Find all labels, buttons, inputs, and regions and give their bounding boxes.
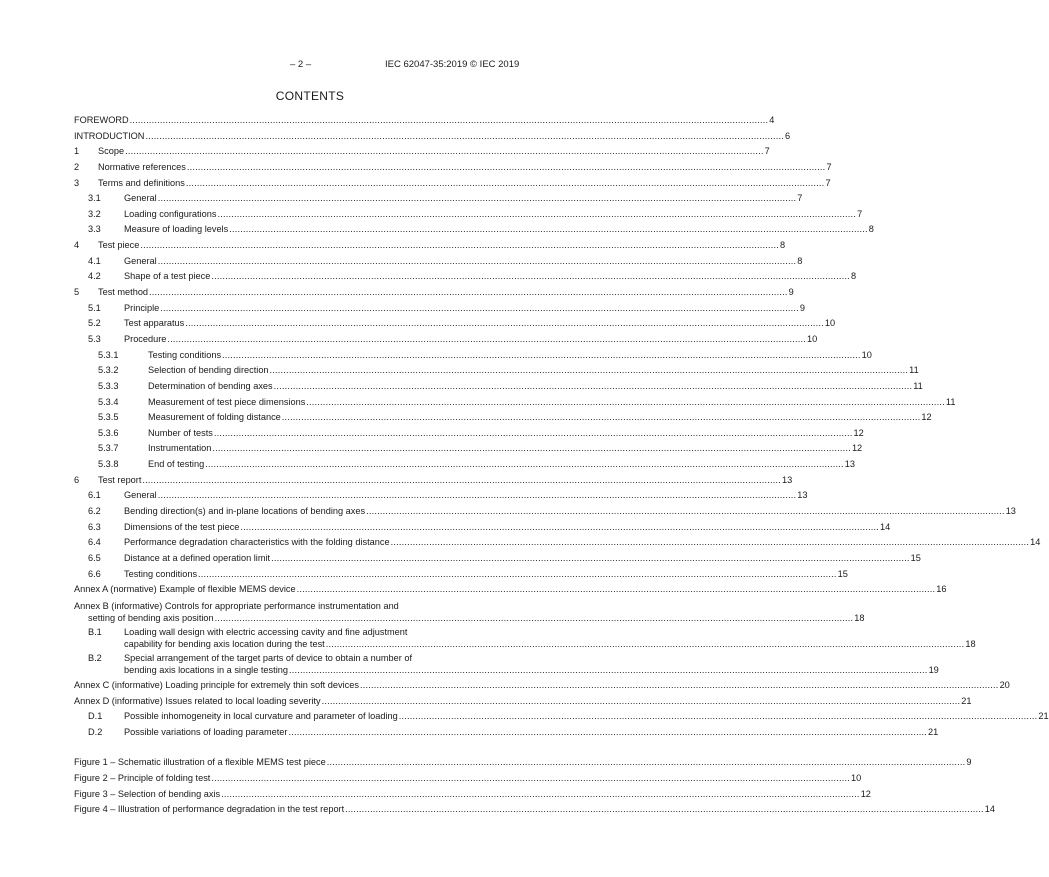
dot-leader bbox=[217, 207, 856, 223]
toc-entry-label: General bbox=[124, 255, 157, 266]
toc-entry-label: Test apparatus bbox=[124, 318, 185, 329]
toc-entry-number: 6.1 bbox=[88, 490, 101, 501]
toc-entry[interactable] bbox=[74, 348, 872, 364]
toc-entry-number: 2 bbox=[74, 161, 80, 172]
dot-leader bbox=[399, 709, 1038, 725]
standard-reference: IEC 62047-35:2019 © IEC 2019 bbox=[385, 59, 520, 70]
dot-leader bbox=[158, 488, 797, 504]
toc-entry-page: 7 bbox=[826, 161, 832, 172]
toc-entry[interactable] bbox=[74, 582, 947, 598]
toc-entry-page: 13 bbox=[1005, 506, 1016, 517]
toc-entry-page: 11 bbox=[909, 365, 919, 376]
toc-entry[interactable] bbox=[74, 191, 803, 207]
toc-entry-number: 5.3.8 bbox=[98, 459, 119, 470]
toc-entry-number: 6.5 bbox=[88, 552, 101, 563]
toc-entry-label: Terms and definitions bbox=[98, 177, 185, 188]
toc-entry[interactable] bbox=[74, 144, 770, 160]
toc-entry-number: 5.3 bbox=[88, 333, 101, 344]
toc-entry-page: 6 bbox=[785, 130, 791, 141]
toc-entry-page: 18 bbox=[854, 612, 865, 623]
toc-entry[interactable] bbox=[74, 176, 831, 192]
toc-entry-label: Test method bbox=[98, 287, 149, 298]
toc-entry-page: 10 bbox=[824, 318, 836, 329]
toc-entry-number: 5.3.5 bbox=[98, 412, 119, 423]
dot-leader bbox=[326, 638, 965, 650]
toc-entry-page: 14 bbox=[1030, 537, 1041, 548]
toc-entry[interactable] bbox=[74, 473, 793, 489]
toc-entry-label: Testing conditions bbox=[124, 568, 198, 579]
figure-entry-page: 14 bbox=[984, 804, 996, 815]
toc-entry-number: 5.3.2 bbox=[98, 365, 119, 376]
toc-entry-number: D.2 bbox=[88, 726, 103, 737]
toc-entry-page: 10 bbox=[807, 333, 818, 344]
dot-leader bbox=[289, 664, 928, 676]
toc-entry-number: 6.2 bbox=[88, 506, 101, 517]
dot-leader bbox=[282, 410, 921, 426]
dot-leader bbox=[167, 332, 806, 348]
toc-entry-label: Shape of a test piece bbox=[124, 271, 211, 282]
dot-leader bbox=[158, 191, 797, 207]
dot-leader bbox=[327, 755, 966, 771]
toc-entry-annex-b[interactable] bbox=[74, 600, 865, 624]
toc-entry[interactable] bbox=[74, 238, 786, 254]
toc-entry-number: 5.3.4 bbox=[98, 396, 119, 407]
toc-entry-page: 12 bbox=[853, 427, 864, 438]
toc-entry-label: General bbox=[124, 490, 157, 501]
dot-leader bbox=[214, 426, 853, 442]
dot-leader bbox=[125, 144, 764, 160]
toc-entry-number: 5.3.6 bbox=[98, 427, 119, 438]
toc-entry[interactable] bbox=[74, 567, 848, 583]
figure-list-entry[interactable] bbox=[74, 787, 871, 803]
dot-leader bbox=[274, 379, 913, 395]
toc-entry-label: Test piece bbox=[98, 240, 140, 251]
toc-entry-number: 6.3 bbox=[88, 521, 101, 532]
toc-entry-number: D.1 bbox=[88, 711, 103, 722]
toc-entry-label: Possible inhomogeneity in local curvature and parameter of loading bbox=[124, 711, 398, 722]
figure-list-entry[interactable] bbox=[74, 755, 972, 771]
toc-entry-page: 15 bbox=[910, 552, 921, 563]
dot-leader bbox=[185, 316, 824, 332]
toc-entry-page: 10 bbox=[861, 349, 872, 360]
toc-entry[interactable] bbox=[74, 395, 956, 411]
toc-entry-number: 4 bbox=[74, 240, 80, 251]
toc-entry[interactable] bbox=[74, 363, 919, 379]
toc-entry-label: Measurement of folding distance bbox=[148, 412, 281, 423]
toc-entry-page: 13 bbox=[797, 490, 808, 501]
toc-entry[interactable] bbox=[74, 426, 864, 442]
page-number: – 2 – bbox=[290, 59, 312, 70]
figure-entry-label: Figure 1 – Schematic illustration of a flexible MEMS test piece bbox=[74, 757, 326, 768]
toc-entry-label: Measure of loading levels bbox=[124, 224, 229, 235]
toc-entry-page: 15 bbox=[837, 568, 848, 579]
dot-leader bbox=[360, 678, 999, 694]
toc-entry-label: Loading wall design with electric accessing cavity and fine adjustment bbox=[124, 626, 408, 637]
table-of-contents bbox=[74, 113, 1049, 818]
section-gap bbox=[74, 740, 546, 755]
toc-entry-label: Determination of bending axes bbox=[148, 380, 273, 391]
toc-entry-label: setting of bending axis position bbox=[88, 612, 214, 623]
dot-leader bbox=[211, 269, 850, 285]
toc-entry[interactable] bbox=[74, 551, 921, 567]
toc-entry-page: 12 bbox=[851, 443, 863, 454]
toc-entry-page: 21 bbox=[928, 726, 939, 737]
dot-leader bbox=[160, 301, 799, 317]
toc-entry[interactable] bbox=[74, 285, 794, 301]
toc-entry-page: 20 bbox=[999, 679, 1010, 690]
toc-entry-page: 18 bbox=[965, 638, 976, 649]
toc-entry-label: INTRODUCTION bbox=[74, 130, 145, 141]
toc-entry-label: Testing conditions bbox=[148, 349, 222, 360]
dot-leader bbox=[158, 254, 797, 270]
figure-list-entry[interactable] bbox=[74, 802, 996, 818]
toc-entry-label: Number of tests bbox=[148, 427, 213, 438]
toc-entry-number: 6 bbox=[74, 474, 80, 485]
toc-entry-label: Special arrangement of the target parts of device to obtain a number of bbox=[124, 652, 413, 663]
toc-entry-annex-b-sub[interactable] bbox=[74, 652, 939, 676]
toc-entry-page: 7 bbox=[857, 208, 863, 219]
dot-leader bbox=[306, 395, 945, 411]
toc-entry-number: 4.2 bbox=[88, 271, 101, 282]
toc-entry-label: Measurement of test piece dimensions bbox=[148, 396, 306, 407]
dot-leader bbox=[221, 787, 860, 803]
toc-entry[interactable] bbox=[74, 332, 818, 348]
toc-entry[interactable] bbox=[74, 222, 874, 238]
dot-leader bbox=[322, 694, 961, 710]
dot-leader bbox=[142, 473, 781, 489]
toc-entry-label: Bending direction(s) and in-plane locations of bending axes bbox=[124, 506, 366, 517]
toc-entry-label: Performance degradation characteristics with the folding distance bbox=[124, 537, 390, 548]
dot-leader bbox=[145, 129, 784, 145]
toc-entry[interactable] bbox=[74, 520, 891, 536]
toc-entry-number: 5.1 bbox=[88, 302, 101, 313]
toc-entry-number: 6.4 bbox=[88, 537, 101, 548]
toc-entry-label: Principle bbox=[124, 302, 160, 313]
toc-entry-label: End of testing bbox=[148, 459, 205, 470]
toc-entry[interactable] bbox=[74, 160, 832, 176]
toc-entry-page: 19 bbox=[928, 664, 939, 675]
toc-entry-label: Dimensions of the test piece bbox=[124, 521, 240, 532]
dot-leader bbox=[140, 238, 779, 254]
toc-entry[interactable] bbox=[74, 207, 863, 223]
toc-entry-label: Test report bbox=[98, 474, 142, 485]
toc-entry[interactable] bbox=[74, 410, 932, 426]
toc-entry-label: Annex D (informative) Issues related to local loading severity bbox=[74, 695, 321, 706]
dot-leader bbox=[130, 113, 769, 129]
toc-entry-label: Annex C (informative) Loading principle for extremely thin soft devices bbox=[74, 679, 359, 690]
toc-entry-page: 8 bbox=[850, 271, 857, 282]
dot-leader bbox=[149, 285, 788, 301]
toc-entry-label: Procedure bbox=[124, 333, 167, 344]
toc-entry-label: General bbox=[124, 193, 157, 204]
toc-entry-label: Distance at a defined operation limit bbox=[124, 552, 271, 563]
toc-entry-label: FOREWORD bbox=[74, 115, 129, 125]
toc-entry-page: 21 bbox=[961, 695, 972, 706]
toc-entry-label: Annex A (normative) Example of flexible MEMS device bbox=[74, 584, 296, 595]
toc-entry[interactable] bbox=[74, 504, 1016, 520]
toc-entry-label: Selection of bending direction bbox=[148, 365, 269, 376]
toc-entry-page: 21 bbox=[1038, 711, 1049, 722]
toc-entry[interactable] bbox=[74, 457, 856, 473]
toc-entry-label: Scope bbox=[98, 146, 125, 157]
toc-entry[interactable] bbox=[74, 129, 791, 145]
toc-entry-page: 16 bbox=[936, 584, 947, 595]
toc-entry[interactable] bbox=[74, 441, 863, 457]
toc-entry-label: Loading configurations bbox=[124, 208, 217, 219]
toc-entry[interactable] bbox=[74, 488, 808, 504]
toc-entry-page: 13 bbox=[844, 459, 856, 470]
figure-list-entry[interactable] bbox=[74, 771, 862, 787]
toc-entry-number: 1 bbox=[74, 146, 80, 157]
toc-entry-number: 5.3.1 bbox=[98, 349, 119, 360]
toc-entry-label: bending axis locations in a single testing bbox=[124, 664, 288, 675]
dot-leader bbox=[205, 457, 844, 473]
toc-entry-page: 8 bbox=[868, 224, 874, 235]
page-title: CONTENTS bbox=[275, 89, 345, 103]
toc-entry[interactable] bbox=[74, 725, 939, 741]
toc-entry[interactable] bbox=[74, 709, 1049, 725]
dot-leader bbox=[270, 363, 909, 379]
toc-entry-number: 6.6 bbox=[88, 568, 101, 579]
toc-entry-label: Instrumentation bbox=[148, 443, 212, 454]
toc-entry-number: B.1 bbox=[88, 626, 102, 637]
toc-entry[interactable] bbox=[74, 694, 972, 710]
toc-entry-number: 3 bbox=[74, 177, 80, 188]
dot-leader bbox=[212, 441, 851, 457]
toc-entry-page: 12 bbox=[921, 412, 932, 423]
figure-entry-page: 10 bbox=[850, 773, 862, 784]
toc-entry-page: 8 bbox=[779, 240, 786, 251]
toc-entry-number: 5 bbox=[74, 287, 80, 298]
toc-entry-label: capability for bending axis location during the test bbox=[124, 638, 325, 649]
toc-entry[interactable] bbox=[74, 379, 923, 395]
toc-entry-continuation bbox=[124, 664, 939, 676]
figure-entry-label: Figure 3 – Selection of bending axis bbox=[74, 788, 221, 799]
toc-entry[interactable] bbox=[74, 301, 805, 317]
toc-entry-continuation bbox=[124, 638, 976, 650]
toc-entry-label-block bbox=[74, 600, 865, 624]
toc-entry-label-block bbox=[124, 626, 976, 650]
toc-entry[interactable] bbox=[74, 535, 1041, 551]
dot-leader bbox=[288, 725, 927, 741]
dot-leader bbox=[240, 520, 879, 536]
toc-entry-page: 9 bbox=[799, 302, 805, 313]
toc-entry[interactable] bbox=[74, 269, 857, 285]
toc-entry-page: 11 bbox=[945, 396, 956, 407]
toc-entry-annex-b-sub[interactable] bbox=[74, 626, 976, 650]
dot-leader bbox=[271, 551, 910, 567]
toc-entry-number: 5.2 bbox=[88, 318, 101, 329]
toc-entry-number: 4.1 bbox=[88, 255, 101, 266]
figure-entry-label: Figure 2 – Principle of folding test bbox=[74, 773, 211, 784]
dot-leader bbox=[215, 612, 854, 624]
toc-entry-page: 9 bbox=[788, 287, 794, 298]
toc-entry-page: 13 bbox=[782, 474, 793, 485]
toc-entry-page: 7 bbox=[797, 193, 803, 204]
toc-entry-page: 4 bbox=[769, 115, 775, 125]
toc-entry-number: 3.1 bbox=[88, 193, 101, 204]
figure-entry-page: 12 bbox=[860, 788, 871, 799]
dot-leader bbox=[366, 504, 1005, 520]
figure-entry-page: 9 bbox=[966, 757, 972, 768]
toc-entry-label: Normative references bbox=[98, 161, 186, 172]
toc-entry-page: 7 bbox=[825, 177, 831, 188]
dot-leader bbox=[211, 771, 850, 787]
toc-entry-page: 7 bbox=[764, 146, 770, 157]
toc-entry-label: Annex B (informative) Controls for appropriate performance instrumentation and bbox=[74, 600, 399, 611]
toc-entry-label-block bbox=[124, 652, 939, 676]
toc-entry[interactable] bbox=[74, 254, 803, 270]
dot-leader bbox=[297, 582, 936, 598]
dot-leader bbox=[345, 802, 984, 818]
toc-entry-page: 8 bbox=[797, 255, 803, 266]
dot-leader bbox=[186, 176, 825, 192]
toc-entry-number: 3.3 bbox=[88, 224, 101, 235]
dot-leader bbox=[187, 160, 826, 176]
dot-leader bbox=[391, 535, 1030, 551]
toc-entry-label: Possible variations of loading parameter bbox=[124, 726, 288, 737]
toc-entry-page: 11 bbox=[913, 380, 923, 391]
toc-entry-number: B.2 bbox=[88, 652, 102, 663]
toc-entry-number: 3.2 bbox=[88, 208, 101, 219]
toc-entry-continuation bbox=[74, 612, 865, 624]
figure-entry-label: Figure 4 – Illustration of performance degradation in the test report bbox=[74, 804, 345, 815]
dot-leader bbox=[229, 222, 868, 238]
toc-entry[interactable] bbox=[74, 316, 836, 332]
dot-leader bbox=[222, 348, 861, 364]
toc-entry[interactable] bbox=[74, 113, 775, 129]
toc-entry-page: 14 bbox=[880, 521, 891, 532]
toc-entry-number: 5.3.3 bbox=[98, 380, 119, 391]
dot-leader bbox=[198, 567, 837, 583]
toc-entry-number: 5.3.7 bbox=[98, 443, 119, 454]
toc-entry[interactable] bbox=[74, 678, 1010, 694]
